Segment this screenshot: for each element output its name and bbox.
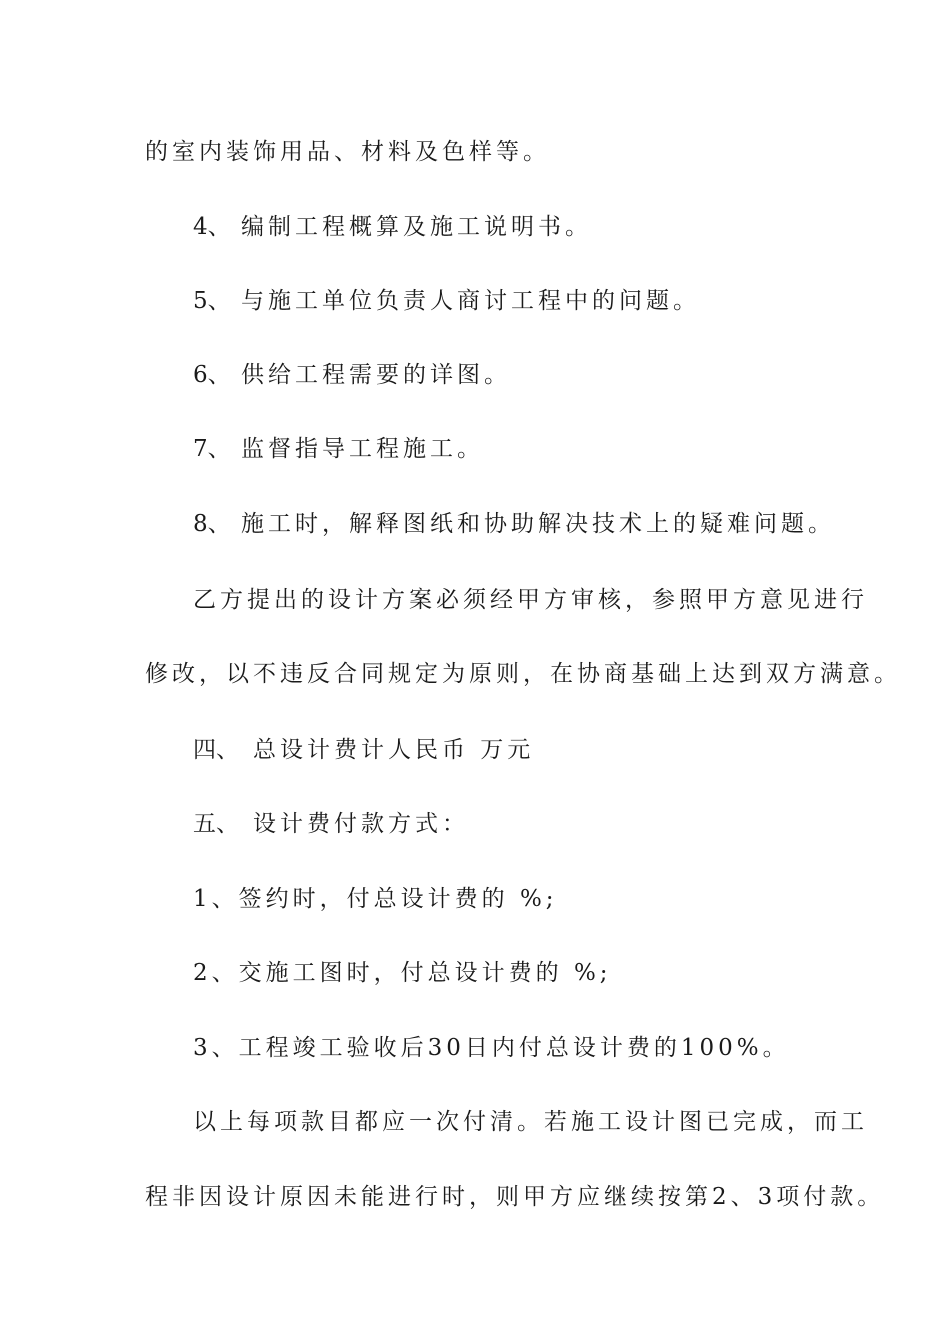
review-paragraph-line-2: 修改，以不违反合同规定为原则，在协商基础上达到双方满意。 <box>145 661 901 687</box>
payment-item-1: 1、签约时，付总设计费的 %; <box>193 886 558 912</box>
payment-item-3: 3、工程竣工验收后30日内付总设计费的100%。 <box>193 1035 790 1061</box>
review-paragraph-line-1: 乙方提出的设计方案必须经甲方审核，参照甲方意见进行 <box>193 587 868 613</box>
section-text: 总设计费计人民币 万元 <box>253 737 535 763</box>
list-item-8 <box>193 509 835 539</box>
list-item-text: 供给工程需要的详图。 <box>241 362 511 388</box>
section-5 <box>193 809 469 839</box>
final-paragraph-line-2: 程非因设计原因未能进行时，则甲方应继续按第2、3项付款。 <box>145 1184 885 1210</box>
list-item-5 <box>193 286 700 316</box>
list-item-text: 编制工程概算及施工说明书。 <box>241 214 592 240</box>
list-item-text: 与施工单位负责人商讨工程中的问题。 <box>241 288 700 314</box>
list-item-4 <box>193 212 592 242</box>
list-number: 7、 <box>193 436 231 462</box>
list-number: 4、 <box>193 214 231 240</box>
final-paragraph-line-1: 以上每项款目都应一次付清。若施工设计图已完成，而工 <box>193 1109 868 1135</box>
list-item-7 <box>193 434 484 464</box>
paragraph-continuation: 的室内装饰用品、材料及色样等。 <box>145 139 550 165</box>
section-number: 四、 <box>193 737 239 763</box>
list-number: 6、 <box>193 362 231 388</box>
list-item-6 <box>193 360 511 390</box>
section-4 <box>193 735 534 765</box>
section-text: 设计费付款方式： <box>253 811 469 837</box>
list-number: 5、 <box>193 288 231 314</box>
list-number: 8、 <box>193 511 231 537</box>
payment-item-2: 2、交施工图时，付总设计费的 %; <box>193 960 612 986</box>
list-item-text: 监督指导工程施工。 <box>241 436 484 462</box>
section-number: 五、 <box>193 811 239 837</box>
list-item-text: 施工时，解释图纸和协助解决技术上的疑难问题。 <box>241 511 835 537</box>
